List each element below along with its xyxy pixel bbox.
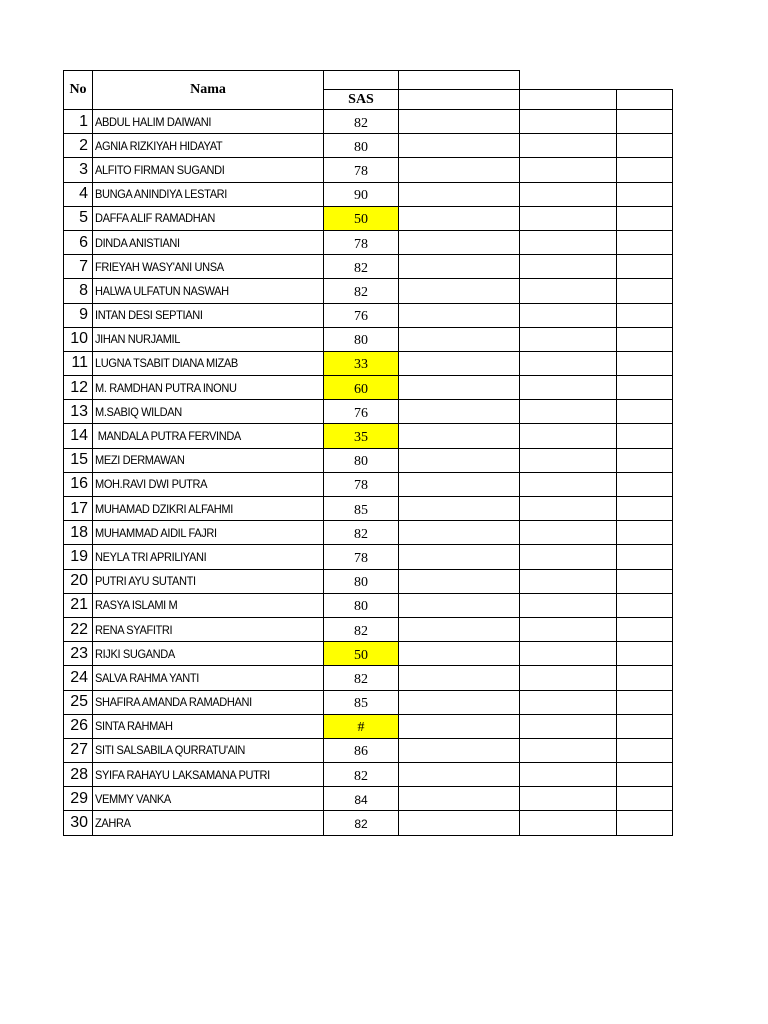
student-name-text: FRIEYAH WASY'ANI UNSA [95,259,224,274]
empty-cell[interactable] [519,157,617,182]
student-number-cell[interactable]: 19 [63,544,93,569]
sas-score-cell[interactable]: # [323,714,399,739]
empty-cell[interactable] [519,714,617,739]
empty-cell[interactable] [398,472,520,497]
student-number-cell[interactable]: 20 [63,569,93,594]
student-number-cell[interactable]: 4 [63,182,93,207]
empty-cell[interactable] [519,303,617,328]
table-row [63,133,673,157]
empty-cell[interactable] [616,182,673,207]
table-row [63,351,673,375]
empty-cell[interactable] [519,230,617,255]
empty-cell[interactable] [398,714,520,739]
student-name-cell[interactable] [92,544,324,569]
sas-score-cell[interactable]: 82 [323,810,399,835]
table-row [63,738,673,762]
sas-score-cell[interactable]: 33 [323,351,399,376]
empty-cell[interactable] [616,448,673,473]
empty-cell[interactable] [519,786,617,811]
student-name-cell[interactable] [92,496,324,521]
student-number-cell[interactable]: 2 [63,133,93,158]
table-row [63,423,673,447]
empty-cell[interactable] [616,520,673,545]
header-empty-cell[interactable] [616,89,673,110]
empty-cell[interactable] [398,665,520,690]
empty-cell[interactable] [519,472,617,497]
student-name-text: INTAN DESI SEPTIANI [95,308,203,323]
student-number-cell[interactable]: 6 [63,230,93,255]
student-name-text: RASYA ISLAMI M [95,598,178,613]
empty-cell[interactable] [398,157,520,182]
table-row [63,690,673,714]
sas-score-cell[interactable]: 78 [323,544,399,569]
empty-cell[interactable] [616,157,673,182]
student-name-cell[interactable] [92,690,324,715]
student-number-cell[interactable]: 5 [63,206,93,231]
student-name-cell[interactable] [92,375,324,400]
table-row [63,157,673,181]
student-name-cell[interactable] [92,520,324,545]
empty-cell[interactable] [519,496,617,521]
empty-cell[interactable] [519,544,617,569]
empty-cell[interactable] [398,810,520,835]
student-name-text: RENA SYAFITRI [95,622,173,637]
empty-cell[interactable] [616,544,673,569]
table-row [63,182,673,206]
empty-cell[interactable] [398,303,520,328]
sas-score-cell[interactable]: 82 [323,109,399,134]
empty-cell[interactable] [616,423,673,448]
empty-cell[interactable] [519,448,617,473]
student-name-text: ALFITO FIRMAN SUGANDI [95,162,225,177]
table-row [63,278,673,302]
empty-cell[interactable] [519,375,617,400]
table-row [63,617,673,641]
table-row [63,520,673,544]
sas-score-cell[interactable]: 76 [323,399,399,424]
student-name-text: RIJKI SUGANDA [95,646,175,661]
sas-score-cell[interactable]: 82 [323,278,399,303]
student-number-cell[interactable]: 9 [63,303,93,328]
student-name-text: SITI SALSABILA QURRATU'AIN [95,743,246,758]
empty-cell[interactable] [398,230,520,255]
sas-score-cell[interactable]: 78 [323,472,399,497]
student-number-cell[interactable]: 26 [63,714,93,739]
student-number-cell[interactable]: 25 [63,690,93,715]
empty-cell[interactable] [616,738,673,763]
student-name-cell[interactable] [92,278,324,303]
student-name-text: DINDA ANISTIANI [95,235,180,250]
empty-cell[interactable] [616,472,673,497]
sas-score-cell[interactable]: 60 [323,375,399,400]
student-number-cell[interactable]: 28 [63,762,93,787]
student-name-cell[interactable] [92,230,324,255]
empty-cell[interactable] [616,665,673,690]
student-number-cell[interactable]: 15 [63,448,93,473]
empty-cell[interactable] [398,617,520,642]
sas-score-cell[interactable]: 80 [323,448,399,473]
student-number-cell[interactable]: 10 [63,327,93,352]
table-row [63,254,673,278]
sas-score-cell[interactable]: 76 [323,303,399,328]
student-number-cell[interactable]: 30 [63,810,93,835]
empty-cell[interactable] [519,762,617,787]
student-number-cell[interactable]: 12 [63,375,93,400]
student-name-text: MEZI DERMAWAN [95,453,185,468]
sas-score-cell[interactable]: 35 [323,423,399,448]
student-number-cell[interactable]: 17 [63,496,93,521]
student-name-text: SHAFIRA AMANDA RAMADHANI [95,695,252,710]
student-number-cell[interactable]: 1 [63,109,93,134]
student-name-cell[interactable] [92,399,324,424]
empty-cell[interactable] [398,278,520,303]
empty-cell[interactable] [616,278,673,303]
student-name-text: JIHAN NURJAMIL [95,332,181,347]
sas-score-cell[interactable]: 80 [323,593,399,618]
student-name-cell[interactable] [92,423,324,448]
empty-cell[interactable] [519,738,617,763]
table-row [63,810,673,834]
student-name-text: SYIFA RAHAYU LAKSAMANA PUTRI [95,767,270,782]
student-name-cell[interactable] [92,641,324,666]
sas-score-cell[interactable]: 78 [323,157,399,182]
empty-cell[interactable] [398,520,520,545]
student-number-cell[interactable]: 29 [63,786,93,811]
table-row [63,303,673,327]
student-name-cell[interactable] [92,327,324,352]
student-name-cell[interactable] [92,303,324,328]
table-row [63,786,673,810]
student-name-cell[interactable] [92,569,324,594]
table-row [63,448,673,472]
empty-cell[interactable] [519,690,617,715]
empty-cell[interactable] [519,278,617,303]
student-number-cell[interactable]: 23 [63,641,93,666]
sas-score-cell[interactable]: 50 [323,641,399,666]
table-row [63,399,673,423]
empty-cell[interactable] [398,423,520,448]
empty-cell[interactable] [616,351,673,376]
student-name-text: ABDUL HALIM DAIWANI [95,114,212,129]
student-name-cell[interactable] [92,182,324,207]
student-number-cell[interactable]: 27 [63,738,93,763]
empty-cell[interactable] [398,593,520,618]
empty-cell[interactable] [616,786,673,811]
sas-score-cell[interactable]: 84 [323,786,399,811]
sas-score-cell[interactable]: 80 [323,133,399,158]
empty-cell[interactable] [616,327,673,352]
empty-cell[interactable] [519,617,617,642]
empty-cell[interactable] [616,254,673,279]
empty-cell[interactable] [519,327,617,352]
sas-score-cell[interactable]: 82 [323,254,399,279]
student-number-cell[interactable]: 13 [63,399,93,424]
empty-cell[interactable] [616,690,673,715]
student-name-text: MANDALA PUTRA FERVINDA [95,429,241,444]
header-empty-cell[interactable] [398,70,520,90]
student-name-text: LUGNA TSABIT DIANA MIZAB [95,356,238,371]
empty-cell[interactable] [519,520,617,545]
student-name-text: M.SABIQ WILDAN [95,404,182,419]
student-name-text: DAFFA ALIF RAMADHAN [95,211,216,226]
empty-cell[interactable] [398,496,520,521]
table-row [63,496,673,520]
student-name-cell[interactable] [92,472,324,497]
header-no[interactable]: No [63,70,93,110]
empty-cell[interactable] [519,109,617,134]
student-name-text: MUHAMAD DZIKRI ALFAHMI [95,501,233,516]
empty-cell[interactable] [519,641,617,666]
table-row [63,472,673,496]
sas-score-cell[interactable]: 82 [323,762,399,787]
sas-score-cell[interactable]: 80 [323,569,399,594]
header-empty-cell[interactable] [323,70,399,90]
student-name-text: PUTRI AYU SUTANTI [95,574,196,589]
student-name-cell[interactable] [92,762,324,787]
student-number-cell[interactable]: 16 [63,472,93,497]
empty-cell[interactable] [398,351,520,376]
table-row [63,327,673,351]
empty-cell[interactable] [519,810,617,835]
student-table-body [63,109,673,835]
empty-cell[interactable] [519,399,617,424]
student-name-text: HALWA ULFATUN NASWAH [95,283,229,298]
student-name-cell[interactable] [92,133,324,158]
empty-cell[interactable] [519,206,617,231]
empty-cell[interactable] [616,375,673,400]
student-name-cell[interactable] [92,254,324,279]
header-sas[interactable]: SAS [323,89,399,110]
empty-cell[interactable] [398,109,520,134]
table-row [63,665,673,689]
sas-score-cell[interactable]: 82 [323,665,399,690]
student-number-cell[interactable]: 8 [63,278,93,303]
student-name-cell[interactable] [92,738,324,763]
empty-cell[interactable] [616,593,673,618]
student-name-cell[interactable] [92,714,324,739]
empty-cell[interactable] [616,714,673,739]
sas-score-cell[interactable]: 82 [323,520,399,545]
empty-cell[interactable] [616,762,673,787]
student-number-cell[interactable]: 21 [63,593,93,618]
student-name-cell[interactable] [92,786,324,811]
empty-cell[interactable] [398,375,520,400]
student-name-cell[interactable] [92,109,324,134]
sas-score-cell[interactable]: 86 [323,738,399,763]
student-name-text: SINTA RAHMAH [95,719,173,734]
table-row [63,206,673,230]
empty-cell[interactable] [616,496,673,521]
empty-cell[interactable] [519,182,617,207]
student-number-cell[interactable]: 22 [63,617,93,642]
empty-cell[interactable] [398,690,520,715]
empty-cell[interactable] [398,206,520,231]
student-name-cell[interactable] [92,448,324,473]
sas-score-cell[interactable]: 82 [323,617,399,642]
empty-cell[interactable] [398,254,520,279]
student-name-cell[interactable] [92,206,324,231]
student-number-cell[interactable]: 11 [63,351,93,376]
table-row [63,544,673,568]
student-name-text: ZAHRA [95,816,131,831]
table-row [63,230,673,254]
student-name-cell[interactable] [92,351,324,376]
table-row [63,109,673,133]
header-nama[interactable]: Nama [92,70,324,110]
empty-cell[interactable] [398,641,520,666]
empty-cell[interactable] [616,109,673,134]
student-number-cell[interactable]: 14 [63,423,93,448]
student-name-text: NEYLA TRI APRILIYANI [95,549,207,564]
empty-cell[interactable] [616,641,673,666]
empty-cell[interactable] [519,133,617,158]
empty-cell[interactable] [398,327,520,352]
table-row [63,375,673,399]
sas-score-cell[interactable]: 85 [323,690,399,715]
header-empty-cell[interactable] [398,89,520,110]
empty-cell[interactable] [519,254,617,279]
student-number-cell[interactable]: 7 [63,254,93,279]
table-row [63,569,673,593]
table-row [63,762,673,786]
student-name-text: SALVA RAHMA YANTI [95,670,199,685]
sas-score-cell[interactable]: 90 [323,182,399,207]
empty-cell[interactable] [398,738,520,763]
empty-cell[interactable] [398,399,520,424]
student-name-cell[interactable] [92,593,324,618]
empty-cell[interactable] [519,569,617,594]
empty-cell[interactable] [398,544,520,569]
empty-cell[interactable] [616,810,673,835]
student-name-cell[interactable] [92,157,324,182]
student-number-cell[interactable]: 3 [63,157,93,182]
student-name-cell[interactable] [92,617,324,642]
empty-cell[interactable] [616,399,673,424]
empty-cell[interactable] [519,593,617,618]
student-name-text: VEMMY VANKA [95,791,171,806]
header-empty-cell[interactable] [519,89,617,110]
empty-cell[interactable] [616,617,673,642]
empty-cell[interactable] [519,351,617,376]
student-number-cell[interactable]: 24 [63,665,93,690]
student-name-text: BUNGA ANINDIYA LESTARI [95,187,227,202]
empty-cell[interactable] [519,665,617,690]
student-name-cell[interactable] [92,665,324,690]
empty-cell[interactable] [398,133,520,158]
empty-cell[interactable] [398,182,520,207]
empty-cell[interactable] [398,786,520,811]
sas-score-cell[interactable]: 85 [323,496,399,521]
empty-cell[interactable] [519,423,617,448]
table-row [63,593,673,617]
empty-cell[interactable] [398,569,520,594]
sas-score-cell[interactable]: 50 [323,206,399,231]
empty-cell[interactable] [616,569,673,594]
table-row [63,714,673,738]
empty-cell[interactable] [616,230,673,255]
student-number-cell[interactable]: 18 [63,520,93,545]
table-row [63,641,673,665]
student-name-text: M. RAMDHAN PUTRA INONU [95,380,237,395]
student-name-cell[interactable] [92,810,324,835]
empty-cell[interactable] [398,762,520,787]
empty-cell[interactable] [616,133,673,158]
sas-score-cell[interactable]: 80 [323,327,399,352]
empty-cell[interactable] [616,206,673,231]
sas-score-cell[interactable]: 78 [323,230,399,255]
student-name-text: MOH.RAVI DWI PUTRA [95,477,208,492]
empty-cell[interactable] [398,448,520,473]
student-name-text: AGNIA RIZKIYAH HIDAYAT [95,138,223,153]
empty-cell[interactable] [616,303,673,328]
student-name-text: MUHAMMAD AIDIL FAJRI [95,525,217,540]
